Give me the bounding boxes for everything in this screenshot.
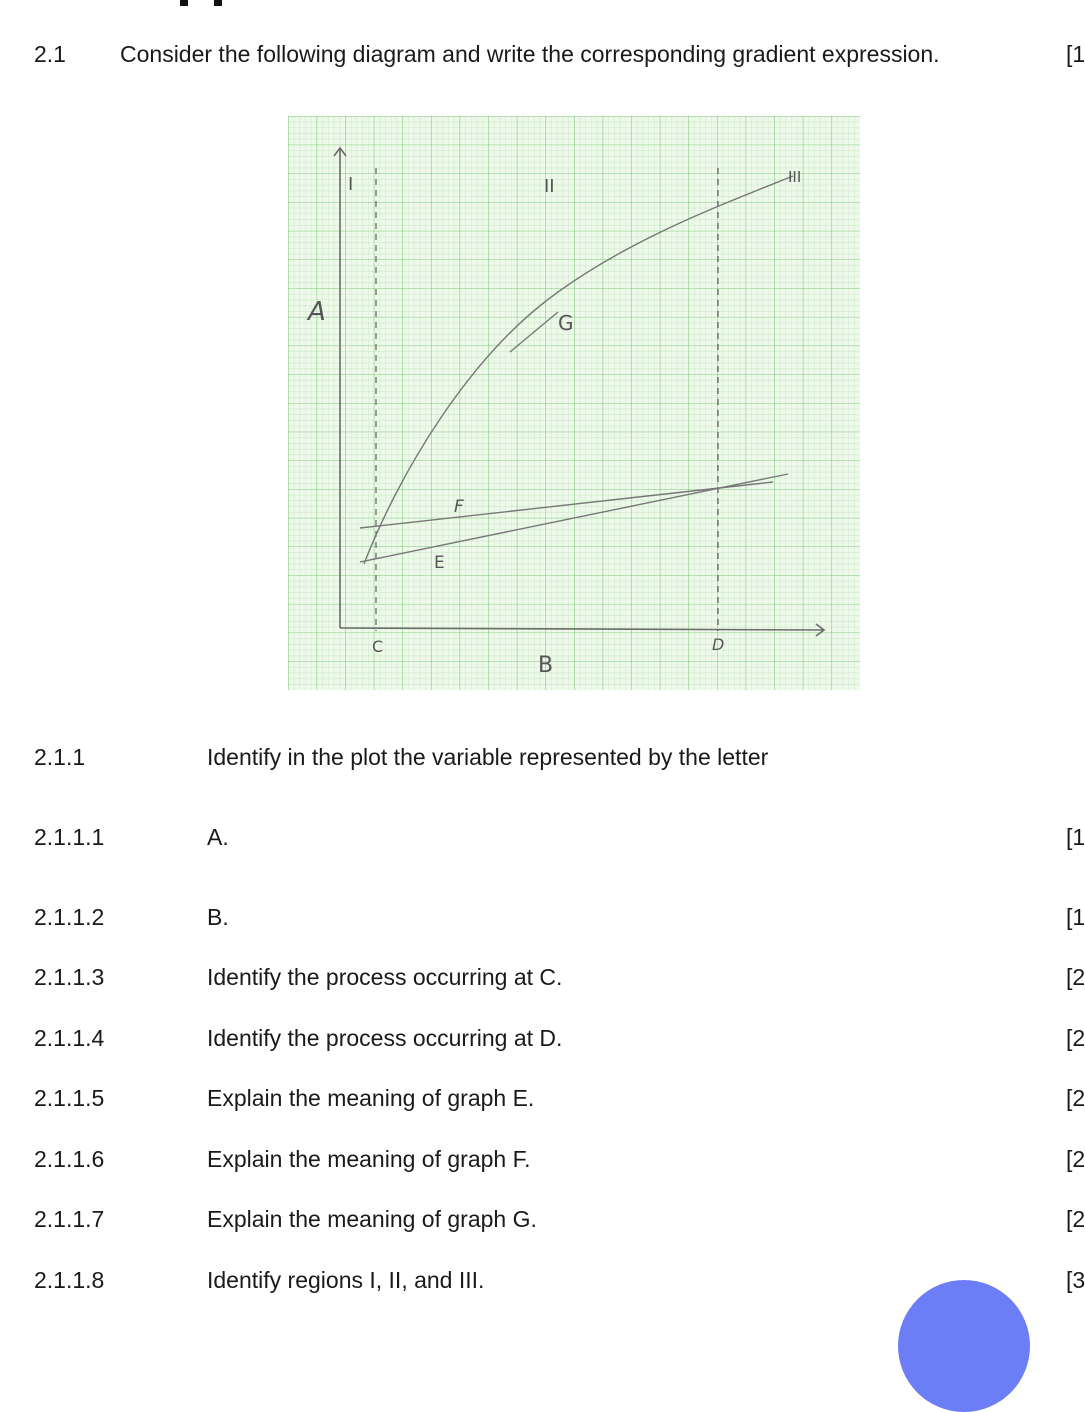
question-item-number: 2.1.1.7	[34, 1206, 105, 1232]
question-row	[0, 1024, 1085, 1052]
graph-paper-diagram	[288, 116, 860, 690]
label-point-c: C	[372, 637, 384, 656]
question-item-number: 2.1.1.1	[34, 824, 105, 850]
label-graph-g: G	[558, 311, 574, 335]
question-heading	[0, 0, 1085, 80]
subquestion-text: Identify in the plot the variable represented by the letter	[207, 744, 769, 770]
question-item-marks: [2	[1066, 1025, 1085, 1051]
subquestion-row	[0, 743, 1080, 771]
question-item-text: B.	[207, 904, 229, 930]
label-region-3: III	[788, 168, 802, 186]
label-axis-b: B	[538, 653, 554, 678]
question-item-text: Identify regions I, II, and III.	[207, 1267, 485, 1293]
question-item-number: 2.1.1.6	[34, 1146, 105, 1172]
question-item-number: 2.1.1.3	[34, 964, 105, 990]
question-row	[0, 1205, 1085, 1233]
question-item-marks: [1	[1066, 904, 1085, 930]
question-marks: [1	[1066, 41, 1085, 67]
subquestion-number: 2.1.1	[34, 744, 86, 770]
question-item-marks: [2	[1066, 1085, 1085, 1111]
question-item-number: 2.1.1.8	[34, 1267, 105, 1293]
question-item-text: Identify the process occurring at D.	[207, 1025, 563, 1051]
question-row	[0, 823, 1085, 851]
floating-action-button[interactable]	[898, 1280, 1030, 1412]
label-point-d: D	[712, 635, 725, 654]
question-item-marks: [2	[1066, 1146, 1085, 1172]
question-item-number: 2.1.1.5	[34, 1085, 105, 1111]
graph-paper-grid	[288, 116, 860, 690]
question-row	[0, 963, 1085, 991]
label-graph-f: F	[454, 497, 464, 517]
question-row	[0, 903, 1085, 931]
question-row	[0, 1266, 1085, 1294]
label-region-1: I	[348, 174, 354, 195]
question-item-number: 2.1.1.2	[34, 904, 105, 930]
question-item-text: Identify the process occurring at C.	[207, 964, 563, 990]
question-item-marks: [2	[1066, 1206, 1085, 1232]
question-item-text: Explain the meaning of graph G.	[207, 1206, 537, 1232]
question-item-marks: [1	[1066, 824, 1085, 850]
question-item-marks: [3	[1066, 1267, 1085, 1293]
question-item-number: 2.1.1.4	[34, 1025, 105, 1051]
question-item-marks: [2	[1066, 964, 1085, 990]
question-number: 2.1	[34, 41, 66, 67]
label-graph-e: E	[434, 553, 445, 573]
question-item-text: A.	[207, 824, 229, 850]
label-axis-a: A	[308, 297, 326, 327]
question-item-text: Explain the meaning of graph E.	[207, 1085, 535, 1111]
question-text: Consider the following diagram and write the corresponding gradient expression.	[120, 41, 940, 67]
question-row	[0, 1084, 1085, 1112]
question-item-text: Explain the meaning of graph F.	[207, 1146, 531, 1172]
label-region-2: II	[544, 176, 555, 197]
question-row	[0, 1145, 1085, 1173]
